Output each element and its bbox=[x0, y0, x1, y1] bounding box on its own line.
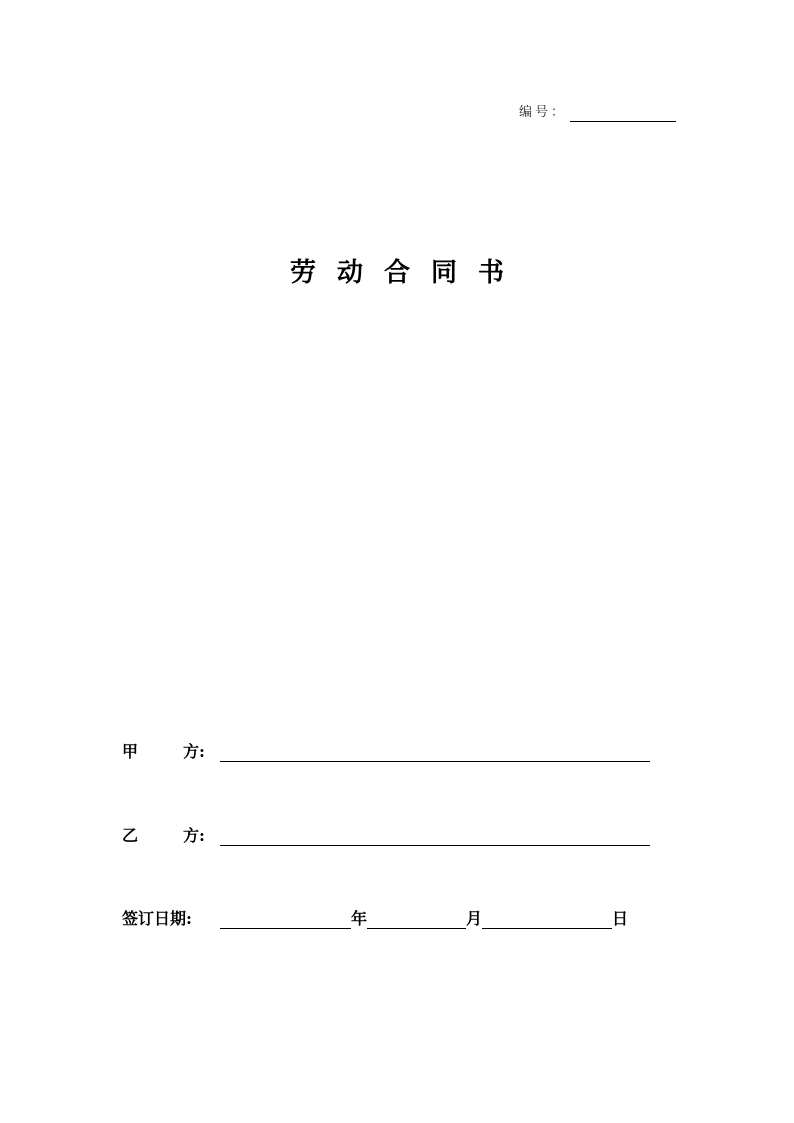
party-a-blank[interactable] bbox=[220, 741, 650, 762]
sign-date-row bbox=[122, 907, 628, 929]
sign-date-label: 签订日期: bbox=[122, 909, 192, 928]
party-b-label-second: 方: bbox=[183, 826, 205, 845]
contract-number-blank[interactable] bbox=[570, 105, 676, 122]
document-title: 劳动合同书 bbox=[289, 258, 525, 288]
sign-date-day-blank[interactable] bbox=[482, 908, 612, 929]
sign-date-month-unit: 月 bbox=[466, 909, 483, 928]
party-b-row bbox=[122, 824, 650, 846]
contract-number-row bbox=[519, 102, 676, 122]
sign-date-year-blank[interactable] bbox=[220, 908, 351, 929]
party-a-label bbox=[122, 742, 220, 762]
party-b-label bbox=[122, 826, 220, 846]
party-b-blank[interactable] bbox=[220, 825, 650, 846]
sign-date-year-unit: 年 bbox=[351, 909, 368, 928]
contract-number-label: 编号： bbox=[519, 105, 568, 120]
party-a-row bbox=[122, 740, 650, 762]
party-a-label-first: 甲 bbox=[122, 742, 139, 761]
party-a-label-second: 方: bbox=[183, 742, 205, 761]
party-b-label-first: 乙 bbox=[122, 826, 139, 845]
sign-date-day-unit: 日 bbox=[612, 909, 629, 928]
sign-date-month-blank[interactable] bbox=[367, 908, 466, 929]
